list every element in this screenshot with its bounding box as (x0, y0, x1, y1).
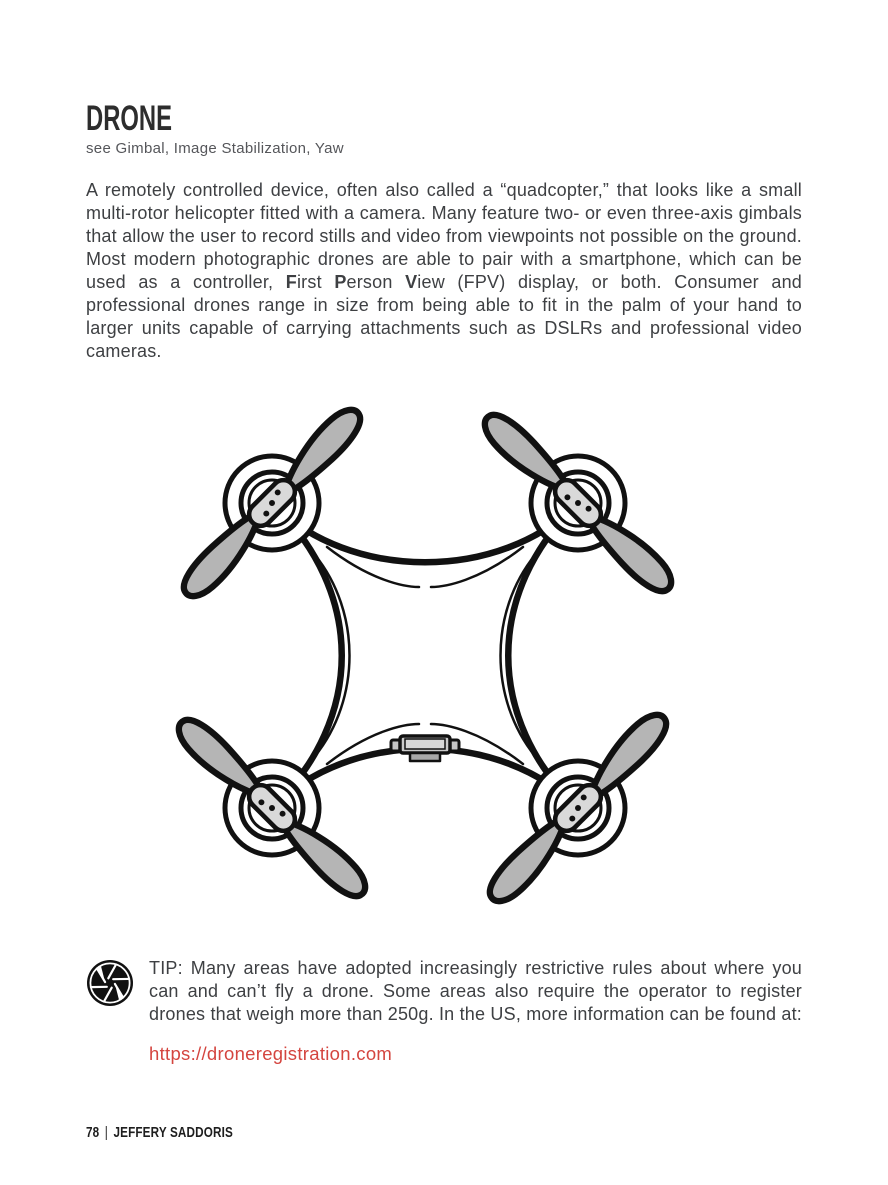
definition-bold-v: V (405, 272, 418, 292)
page-title: DRONE (86, 99, 172, 138)
definition-bold-f: F (285, 272, 297, 292)
tip-text: TIP: Many areas have adopted increasingly restrictive rules about where you can and can’t fly a drone. Some areas also require the operator to register drones that weigh more than 250g. In the US, more information can be found at: (149, 958, 802, 1024)
definition-text-1: A remotely controlled device, often also called a “quadcopter,” that looks like a small multi-rotor helicopter fitted with a camera. Many feature two- or even three-axis gimbals that allow the user to record stills and video from viewpoints not possible on the ground. Most modern photographic drones are able to pair with a smartphone, which can be used as a controller, (86, 180, 802, 292)
entry-header (86, 99, 802, 158)
link-row (86, 1043, 802, 1065)
definition-text-2: irst (296, 272, 335, 292)
drone-illustration (119, 387, 731, 932)
aperture-icon (86, 959, 134, 1007)
definition-paragraph (86, 179, 802, 363)
see-also-line: see Gimbal, Image Stabilization, Yaw (86, 140, 344, 157)
camera-gimbal (391, 736, 459, 761)
definition-text-4: iew (FPV) display, or both. Consumer and professional drones range in size from being able to fit in the palm of your hand to larger units capable of carrying attachments such as DSLRs and professional video cameras. (86, 272, 803, 361)
page-footer (86, 1124, 644, 1141)
drone-registration-link[interactable]: https://droneregistration.com (149, 1043, 393, 1064)
definition-text-3: erson (346, 272, 406, 292)
definition-bold-p: P (334, 272, 347, 292)
footer-divider: | (104, 1124, 108, 1141)
illustration-container (86, 387, 802, 935)
page-number: 78 (86, 1124, 100, 1141)
tip-section (86, 957, 802, 1026)
author-name: JEFFERY SADDORIS (113, 1124, 233, 1141)
